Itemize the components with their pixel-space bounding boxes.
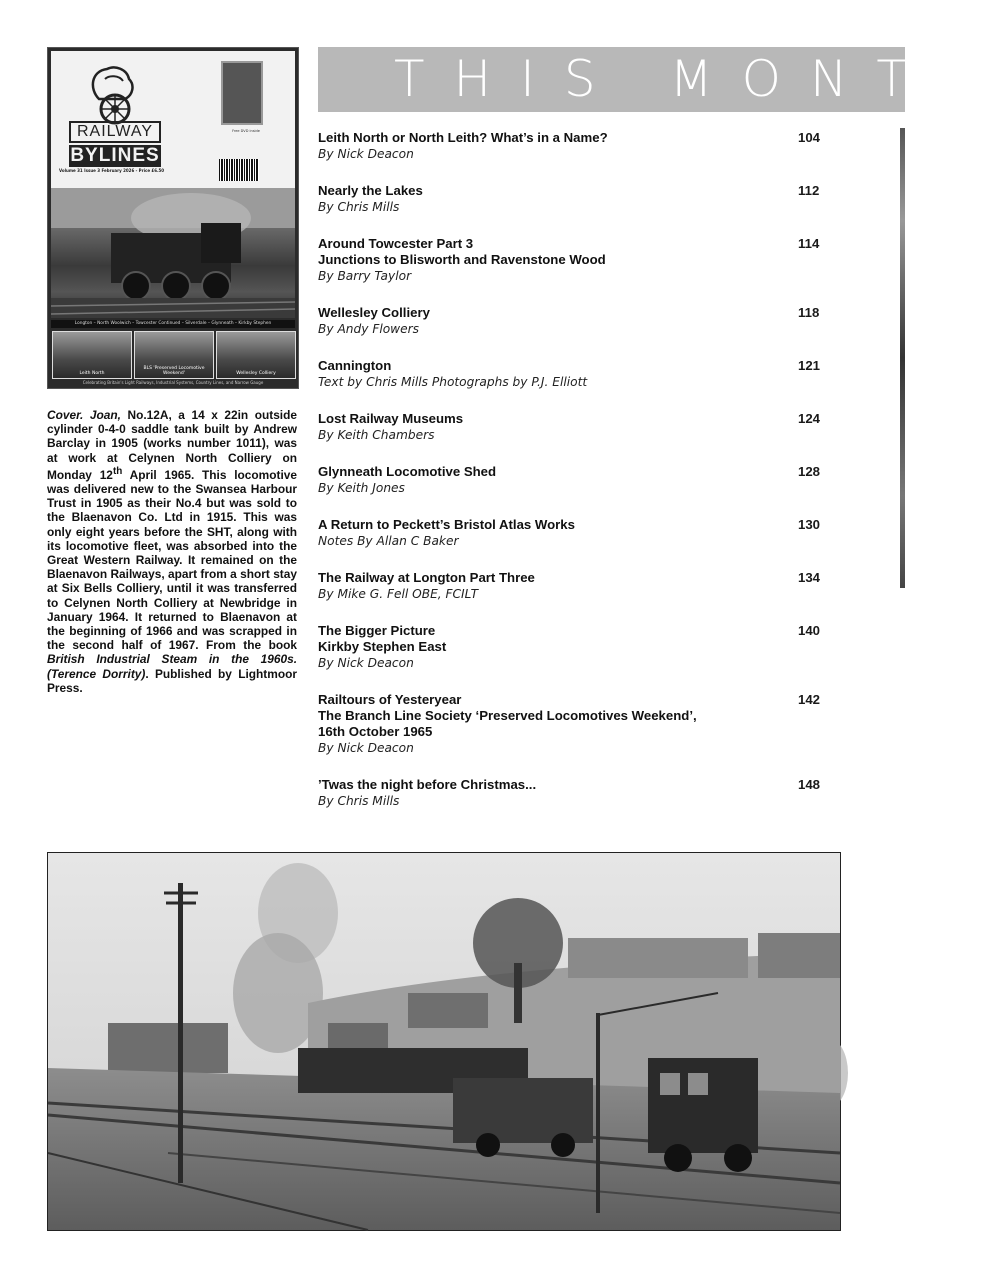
cover-masthead-area	[51, 51, 295, 188]
page-number: 134	[798, 570, 821, 585]
cover-thumbnail: Leith North	[52, 331, 132, 379]
caption-lead: Cover. Joan,	[47, 408, 121, 422]
cover-dvd-text: Free DVD inside	[232, 129, 260, 133]
page-number: 130	[798, 517, 821, 532]
barcode-icon	[219, 159, 259, 181]
page-number: 114	[798, 236, 820, 251]
colliery-train-image	[48, 853, 840, 1230]
cover-dvd-image	[221, 61, 263, 125]
contents-entry[interactable]: Leith North or North Leith? What’s in a Name? By Nick Deacon 104	[318, 130, 838, 162]
page-number: 124	[798, 411, 821, 426]
contents-entry[interactable]: Cannington Text by Chris Mills Photographs by P.J. Elliott 121	[318, 358, 838, 390]
page-number: 142	[798, 692, 821, 707]
page-number: 128	[798, 464, 821, 479]
cover-issue-line: Volume 31 Issue 3 February 2026 - Price £6.50	[59, 168, 165, 173]
page-number: 112	[798, 183, 820, 198]
cover-thumbnail: Wellesley Colliery	[216, 331, 296, 379]
contents-entry[interactable]: A Return to Peckett’s Bristol Atlas Works Notes By Allan C Baker 130	[318, 517, 838, 549]
cover-thumbnail: BLS 'Preserved Locomotive Weekend'	[134, 331, 214, 379]
contents-entry[interactable]: Lost Railway Museums By Keith Chambers 124	[318, 411, 838, 443]
contents-entry[interactable]: Around Towcester Part 3 Junctions to Blisworth and Ravenstone Wood By Barry Taylor 114	[318, 236, 838, 284]
contents-entry[interactable]: ’Twas the night before Christmas... By Chris Mills 148	[318, 777, 838, 809]
contents-entry[interactable]: The Railway at Longton Part Three By Mike G. Fell OBE, FCILT 134	[318, 570, 838, 602]
contents-entry[interactable]: Glynneath Locomotive Shed By Keith Jones 128	[318, 464, 838, 496]
page-number: 148	[798, 777, 821, 792]
contents-entry[interactable]: Railtours of Yesteryear The Branch Line Society ‘Preserved Locomotives Weekend’, 16th October 1965 By Nick Deacon 142	[318, 692, 838, 756]
cover-masthead	[69, 121, 161, 167]
caption-credit: (Terence Dorrity)	[47, 666, 146, 681]
cover-footer: Celebrating Britain's Light Railways, Industrial Systems, Country Lines, and Narrow Gauge	[82, 380, 264, 385]
magazine-cover	[47, 47, 299, 389]
page-number: 104	[798, 130, 821, 145]
contents-entry[interactable]: The Bigger Picture Kirkby Stephen East By Nick Deacon 140	[318, 623, 838, 671]
cover-main-photo	[51, 188, 295, 318]
page-number: 121	[798, 358, 821, 373]
contents-entry[interactable]: Wellesley Colliery By Andy Flowers 118	[318, 305, 838, 337]
masthead-line1: RAILWAY	[69, 121, 161, 143]
contents-entry[interactable]: Nearly the Lakes By Chris Mills 112	[318, 183, 838, 215]
page-number: 140	[798, 623, 821, 638]
industrial-railway-photo	[47, 852, 841, 1231]
edge-photo-strip	[900, 128, 905, 588]
contents-list	[318, 130, 838, 809]
lion-emblem-icon	[79, 59, 149, 129]
cover-strapline: Longton – North Woolwich – Towcester Continued – Silverdale – Glynneath – Kirkby Stephen	[51, 320, 295, 328]
page-number: 118	[798, 305, 820, 320]
cover-caption: Cover. Joan, No.12A, a 14 x 22in outside cylinder 0-4-0 saddle tank built by Andrew Barclay in 1905 (works number 1011), was at work at Celynen North Colliery on Monday 12th April 1965. This locomotive was delivered new to the Swansea Harbour Trust in 1905 as their No.4 but was sold to the Blaenavon Co. Ltd in 1915. This was only eight years before the SHT, along with its locomotive fleet, was absorbed into the Great Western Railway. It remained on the Blaenavon Railways, apart from a short stay at Six Bells Colliery, until it was transferred to Celynen North Colliery at Newbridge in January 1964. It returned to Blaenavon at the beginning of 1966 and was scrapped in the second half of 1967. From the book British Industrial Steam in the 1960s. (Terence Dorrity). Published by Lightmoor Press.	[47, 408, 298, 695]
masthead-line2: BYLINES	[70, 145, 160, 166]
caption-book-title: British Industrial Steam in the 1960s.	[47, 652, 297, 667]
cover-locomotive-image	[51, 188, 295, 318]
page-title: THIS MONTH	[394, 50, 1003, 108]
section-header	[318, 47, 1003, 112]
